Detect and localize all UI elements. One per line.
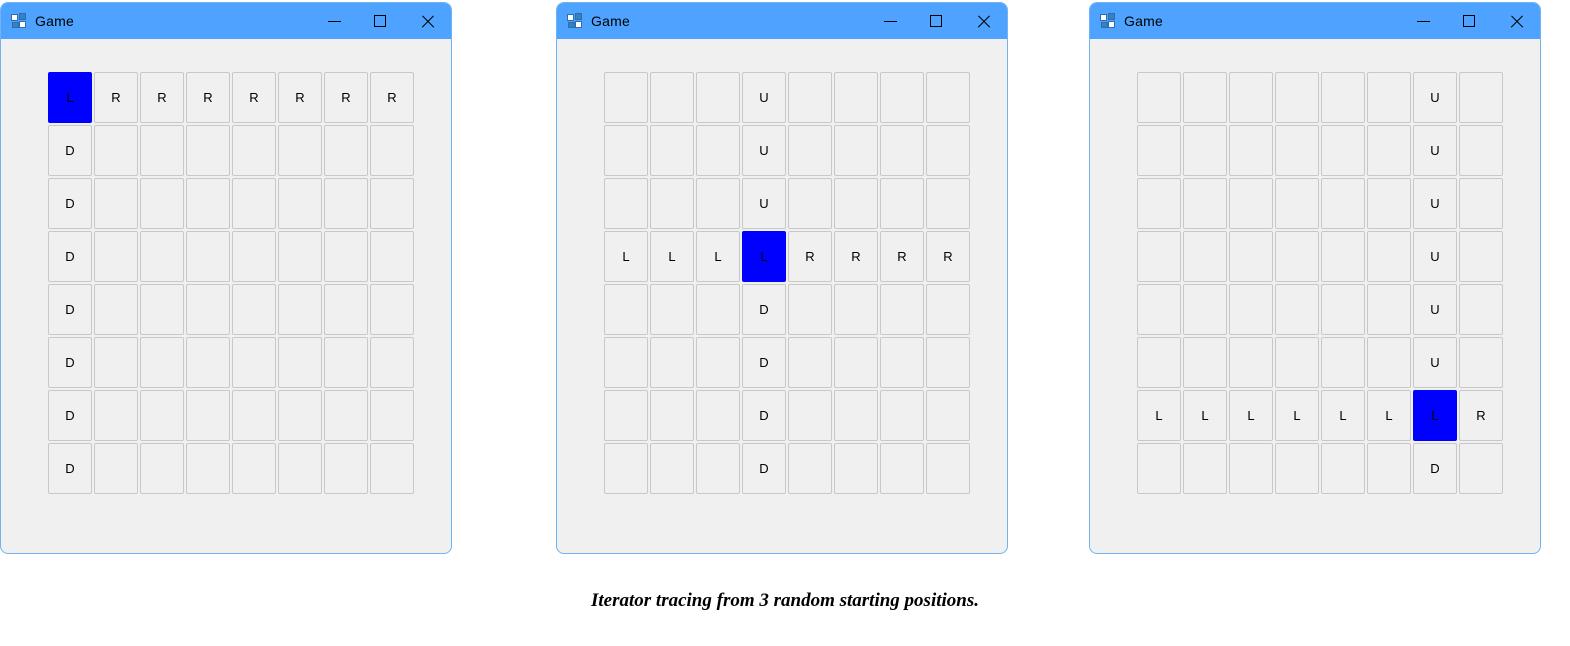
grid-cell[interactable] — [696, 178, 740, 229]
grid-cell[interactable] — [94, 125, 138, 176]
grid-cell[interactable]: R — [370, 72, 414, 123]
grid-cell[interactable] — [278, 178, 322, 229]
grid-cell[interactable] — [696, 337, 740, 388]
grid-cell[interactable] — [1459, 284, 1503, 335]
grid-cell[interactable]: D — [48, 390, 92, 441]
close-icon[interactable] — [403, 3, 451, 39]
titlebar[interactable] — [1090, 3, 1540, 39]
grid-cell[interactable] — [232, 390, 276, 441]
close-icon[interactable] — [1492, 3, 1540, 39]
grid-cell[interactable] — [880, 443, 924, 494]
grid-cell[interactable] — [232, 178, 276, 229]
grid-cell[interactable] — [1137, 125, 1181, 176]
grid-cell[interactable] — [926, 125, 970, 176]
grid-cell[interactable] — [696, 72, 740, 123]
grid-cell[interactable] — [1275, 125, 1319, 176]
grid-cell[interactable] — [834, 178, 878, 229]
grid-cell[interactable] — [834, 443, 878, 494]
grid-cell[interactable] — [278, 231, 322, 282]
grid-cell[interactable] — [788, 178, 832, 229]
grid-cell[interactable] — [788, 443, 832, 494]
grid-cell[interactable] — [324, 284, 368, 335]
grid-cell[interactable] — [232, 284, 276, 335]
grid-cell[interactable] — [604, 390, 648, 441]
grid-cell[interactable]: D — [1413, 443, 1457, 494]
grid-cell[interactable] — [1459, 125, 1503, 176]
maximize-icon[interactable] — [1446, 3, 1492, 39]
grid-cell[interactable]: U — [1413, 178, 1457, 229]
grid-cell[interactable] — [880, 337, 924, 388]
grid-cell[interactable] — [650, 125, 694, 176]
grid-cell[interactable] — [140, 284, 184, 335]
grid-cell[interactable] — [278, 390, 322, 441]
grid-cell[interactable] — [186, 443, 230, 494]
grid-cell[interactable] — [696, 443, 740, 494]
grid-cell[interactable] — [1183, 443, 1227, 494]
grid-cell[interactable] — [650, 284, 694, 335]
grid-cell[interactable]: L — [1275, 390, 1319, 441]
grid-cell[interactable] — [324, 178, 368, 229]
grid-cell[interactable] — [1321, 284, 1365, 335]
grid-cell[interactable] — [1459, 443, 1503, 494]
grid-cell[interactable] — [1183, 284, 1227, 335]
grid-cell[interactable] — [324, 125, 368, 176]
grid-cell[interactable] — [94, 284, 138, 335]
grid-cell[interactable] — [834, 125, 878, 176]
grid-cell[interactable] — [94, 443, 138, 494]
grid-cell[interactable]: U — [1413, 284, 1457, 335]
grid-cell[interactable] — [370, 231, 414, 282]
grid-cell[interactable] — [324, 337, 368, 388]
grid-cell[interactable]: L — [650, 231, 694, 282]
grid-cell[interactable] — [788, 72, 832, 123]
grid-cell[interactable] — [324, 231, 368, 282]
grid-cell[interactable] — [278, 337, 322, 388]
grid-cell[interactable]: U — [742, 72, 786, 123]
grid-cell[interactable] — [788, 284, 832, 335]
grid-cell[interactable] — [1367, 337, 1411, 388]
grid-cell[interactable] — [278, 284, 322, 335]
grid-cell[interactable] — [880, 178, 924, 229]
grid-cell[interactable]: L — [1321, 390, 1365, 441]
game-window-2[interactable] — [556, 2, 1008, 554]
window-buttons — [1400, 3, 1540, 39]
grid-cell[interactable] — [788, 337, 832, 388]
grid-cell[interactable] — [1275, 284, 1319, 335]
grid-cell[interactable]: U — [1413, 72, 1457, 123]
grid-cell[interactable] — [650, 72, 694, 123]
grid-cell[interactable]: L — [604, 231, 648, 282]
grid-cell[interactable]: R — [278, 72, 322, 123]
grid-cell[interactable] — [696, 390, 740, 441]
grid-cell[interactable] — [880, 72, 924, 123]
grid-cell[interactable] — [140, 337, 184, 388]
grid-cell[interactable] — [370, 178, 414, 229]
grid-cell[interactable]: U — [1413, 231, 1457, 282]
grid-cell[interactable] — [604, 72, 648, 123]
grid-cell[interactable] — [1321, 72, 1365, 123]
grid-cell[interactable] — [1137, 231, 1181, 282]
grid-cell[interactable] — [1367, 178, 1411, 229]
window-client-area — [1, 39, 451, 553]
grid-cell[interactable] — [1321, 337, 1365, 388]
grid-cell[interactable] — [1321, 231, 1365, 282]
grid-cell[interactable] — [370, 284, 414, 335]
grid-cell[interactable] — [94, 337, 138, 388]
window-client-area — [557, 39, 1007, 553]
grid-cell[interactable] — [232, 125, 276, 176]
grid-cell[interactable] — [370, 125, 414, 176]
grid-cell-highlighted[interactable]: L — [1413, 390, 1457, 441]
grid-cell[interactable] — [880, 125, 924, 176]
close-icon[interactable] — [959, 3, 1007, 39]
grid-cell[interactable]: R — [788, 231, 832, 282]
grid-cell[interactable] — [880, 390, 924, 441]
grid-cell[interactable] — [926, 390, 970, 441]
grid-cell[interactable] — [140, 178, 184, 229]
grid-cell[interactable] — [788, 390, 832, 441]
grid-cell[interactable]: D — [48, 125, 92, 176]
grid-cell[interactable] — [926, 178, 970, 229]
grid-cell[interactable] — [1275, 443, 1319, 494]
game-grid-3[interactable] — [1136, 71, 1504, 495]
grid-cell[interactable] — [1229, 443, 1273, 494]
grid-cell[interactable] — [1367, 72, 1411, 123]
grid-cell[interactable]: U — [742, 178, 786, 229]
grid-cell[interactable] — [1183, 337, 1227, 388]
window-buttons — [867, 3, 1007, 39]
grid-cell[interactable] — [278, 125, 322, 176]
grid-cell[interactable] — [650, 178, 694, 229]
grid-cell[interactable] — [1367, 284, 1411, 335]
grid-cell[interactable] — [94, 390, 138, 441]
grid-cell[interactable]: L — [1137, 390, 1181, 441]
grid-cell[interactable] — [278, 443, 322, 494]
grid-cell[interactable] — [1137, 178, 1181, 229]
grid-cell[interactable] — [186, 284, 230, 335]
grid-cell[interactable] — [1459, 337, 1503, 388]
grid-cell[interactable] — [1137, 72, 1181, 123]
grid-cell[interactable]: D — [48, 337, 92, 388]
grid-cell[interactable] — [834, 390, 878, 441]
game-grid-1[interactable] — [47, 71, 415, 495]
grid-cell[interactable] — [650, 390, 694, 441]
grid-cell[interactable] — [650, 443, 694, 494]
grid-cell-highlighted[interactable]: L — [742, 231, 786, 282]
grid-cell[interactable] — [232, 443, 276, 494]
titlebar[interactable] — [1, 3, 451, 39]
window-title: Game — [1124, 13, 1163, 29]
grid-cell[interactable] — [140, 390, 184, 441]
grid-cell[interactable]: R — [186, 72, 230, 123]
grid-cell[interactable] — [1229, 337, 1273, 388]
grid-cell[interactable]: L — [1183, 390, 1227, 441]
figure-caption: Iterator tracing from 3 random starting positions. — [591, 590, 979, 611]
grid-cell[interactable] — [604, 284, 648, 335]
grid-cell[interactable] — [788, 125, 832, 176]
grid-cell[interactable] — [604, 337, 648, 388]
grid-cell[interactable] — [1275, 337, 1319, 388]
grid-cell[interactable]: D — [48, 284, 92, 335]
grid-cell[interactable] — [926, 337, 970, 388]
grid-cell[interactable] — [1183, 178, 1227, 229]
grid-cell[interactable] — [140, 231, 184, 282]
grid-cell[interactable] — [186, 178, 230, 229]
grid-cell[interactable]: D — [48, 231, 92, 282]
grid-cell[interactable]: R — [1459, 390, 1503, 441]
game-window-1[interactable] — [0, 2, 452, 554]
grid-cell[interactable] — [94, 231, 138, 282]
grid-cell[interactable] — [140, 443, 184, 494]
grid-cell[interactable]: L — [696, 231, 740, 282]
grid-cell[interactable] — [1229, 178, 1273, 229]
grid-cell[interactable]: R — [880, 231, 924, 282]
grid-cell[interactable] — [1137, 284, 1181, 335]
grid-cell[interactable]: D — [742, 337, 786, 388]
grid-cell[interactable] — [324, 443, 368, 494]
grid-cell[interactable] — [926, 443, 970, 494]
grid-cell[interactable] — [232, 231, 276, 282]
grid-cell[interactable] — [926, 72, 970, 123]
grid-cell[interactable] — [186, 390, 230, 441]
grid-cell[interactable] — [1183, 231, 1227, 282]
grid-cell[interactable] — [1183, 125, 1227, 176]
grid-cell[interactable] — [1229, 72, 1273, 123]
grid-cell[interactable] — [1229, 231, 1273, 282]
grid-cell[interactable] — [926, 284, 970, 335]
grid-cell[interactable]: L — [1229, 390, 1273, 441]
minimize-icon[interactable] — [311, 3, 357, 39]
grid-cell[interactable] — [834, 72, 878, 123]
grid-cell-highlighted[interactable]: L — [48, 72, 92, 123]
minimize-icon[interactable] — [867, 3, 913, 39]
grid-cell[interactable] — [370, 337, 414, 388]
grid-cell[interactable]: D — [48, 443, 92, 494]
grid-cell[interactable] — [1459, 178, 1503, 229]
grid-cell[interactable]: D — [742, 390, 786, 441]
grid-cell[interactable] — [1367, 125, 1411, 176]
grid-cell[interactable] — [834, 284, 878, 335]
window-title: Game — [591, 13, 630, 29]
grid-cell[interactable] — [370, 390, 414, 441]
grid-cell[interactable] — [696, 125, 740, 176]
grid-cell[interactable] — [1321, 178, 1365, 229]
grid-cell[interactable] — [604, 125, 648, 176]
grid-cell[interactable] — [324, 390, 368, 441]
grid-cell[interactable]: R — [140, 72, 184, 123]
grid-cell[interactable]: R — [94, 72, 138, 123]
app-icon — [1100, 13, 1116, 29]
window-title: Game — [35, 13, 74, 29]
grid-cell[interactable]: D — [48, 178, 92, 229]
grid-cell[interactable] — [1367, 443, 1411, 494]
window-buttons — [311, 3, 451, 39]
grid-cell[interactable]: U — [742, 125, 786, 176]
grid-cell[interactable] — [1275, 72, 1319, 123]
grid-cell[interactable] — [140, 125, 184, 176]
grid-cell[interactable]: D — [742, 284, 786, 335]
grid-cell[interactable] — [834, 337, 878, 388]
grid-cell[interactable] — [1321, 125, 1365, 176]
grid-cell[interactable] — [1367, 231, 1411, 282]
grid-cell[interactable] — [604, 443, 648, 494]
app-icon — [11, 13, 27, 29]
grid-cell[interactable] — [1459, 72, 1503, 123]
grid-cell[interactable] — [1321, 443, 1365, 494]
grid-cell[interactable] — [696, 284, 740, 335]
grid-cell[interactable] — [1275, 231, 1319, 282]
grid-cell[interactable] — [650, 337, 694, 388]
grid-cell[interactable] — [232, 337, 276, 388]
app-icon — [567, 13, 583, 29]
grid-cell[interactable]: U — [1413, 337, 1457, 388]
grid-cell[interactable] — [186, 231, 230, 282]
grid-cell[interactable] — [1459, 231, 1503, 282]
grid-cell[interactable]: L — [1367, 390, 1411, 441]
grid-cell[interactable] — [1137, 443, 1181, 494]
grid-cell[interactable] — [880, 284, 924, 335]
grid-cell[interactable]: D — [742, 443, 786, 494]
maximize-icon[interactable] — [913, 3, 959, 39]
grid-cell[interactable] — [1229, 284, 1273, 335]
grid-cell[interactable]: R — [232, 72, 276, 123]
minimize-icon[interactable] — [1400, 3, 1446, 39]
grid-cell[interactable] — [1183, 72, 1227, 123]
grid-cell[interactable] — [604, 178, 648, 229]
grid-cell[interactable]: R — [926, 231, 970, 282]
grid-cell[interactable] — [1275, 178, 1319, 229]
game-window-3[interactable] — [1089, 2, 1541, 554]
grid-cell[interactable] — [1229, 125, 1273, 176]
grid-cell[interactable] — [186, 337, 230, 388]
titlebar[interactable] — [557, 3, 1007, 39]
grid-cell[interactable] — [186, 125, 230, 176]
grid-cell[interactable]: R — [834, 231, 878, 282]
grid-cell[interactable] — [94, 178, 138, 229]
grid-cell[interactable]: U — [1413, 125, 1457, 176]
grid-cell[interactable] — [1137, 337, 1181, 388]
grid-cell[interactable] — [370, 443, 414, 494]
window-client-area — [1090, 39, 1540, 553]
maximize-icon[interactable] — [357, 3, 403, 39]
grid-cell[interactable]: R — [324, 72, 368, 123]
game-grid-2[interactable] — [603, 71, 971, 495]
